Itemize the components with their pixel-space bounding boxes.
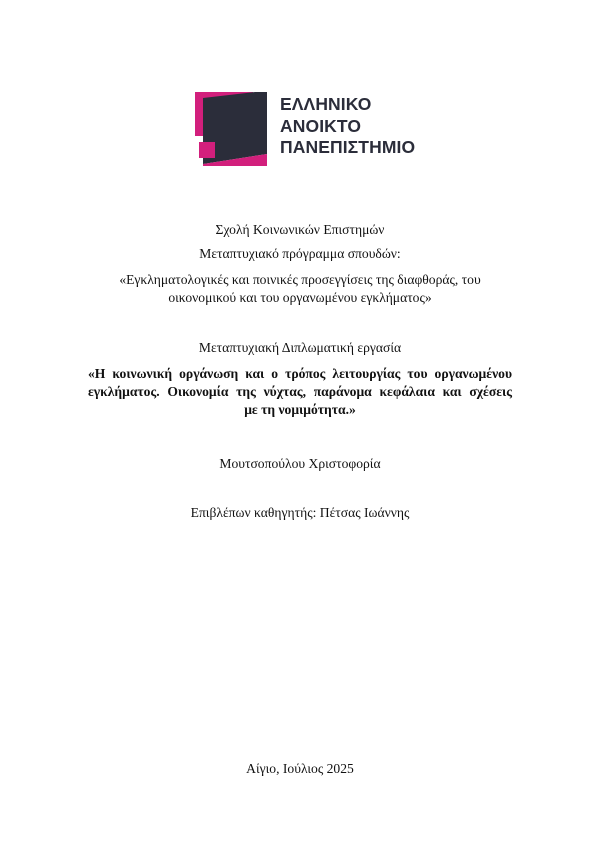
- thesis-title-line-1: «Η κοινωνική οργάνωση και ο τρόπος λειτουργίας του οργανωμένου: [88, 366, 512, 381]
- author-name: Μουτσοπούλου Χριστοφορία: [219, 456, 381, 471]
- supervisor: Επιβλέπων καθηγητής: Πέτσας Ιωάννης: [190, 505, 410, 520]
- university-logo: [195, 88, 415, 170]
- program-name-line-2: οικονομικού και του οργανωμένου εγκλήματος»: [168, 290, 432, 305]
- program-name-line-1: «Εγκληματολογικές και ποινικές προσεγγίσεις της διαφθοράς, του: [119, 272, 481, 287]
- logo-line-2: ΑΝΟΙΚΤΟ: [280, 115, 362, 136]
- place-date: Αίγιο, Ιούλιος 2025: [246, 761, 354, 776]
- thesis-title-line-2: εγκλήματος. Οικονομία της νύχτας, παράνομα κεφάλαια και σχέσεις: [88, 384, 512, 399]
- thesis-title-line-3: με τη νομιμότητα.»: [244, 402, 356, 417]
- program-label: Μεταπτυχιακό πρόγραμμα σπουδών:: [199, 246, 401, 261]
- thesis-type: Μεταπτυχιακή Διπλωματική εργασία: [198, 340, 402, 355]
- book-logo-icon: [195, 88, 277, 170]
- logo-line-3: ΠΑΝΕΠΙΣΤΗΜΙΟ: [280, 137, 416, 157]
- logo-line-1: ΕΛΛΗΝΙΚΟ: [280, 94, 372, 114]
- school-name: Σχολή Κοινωνικών Επιστημών: [215, 222, 385, 237]
- logo-wordmark: [280, 94, 415, 159]
